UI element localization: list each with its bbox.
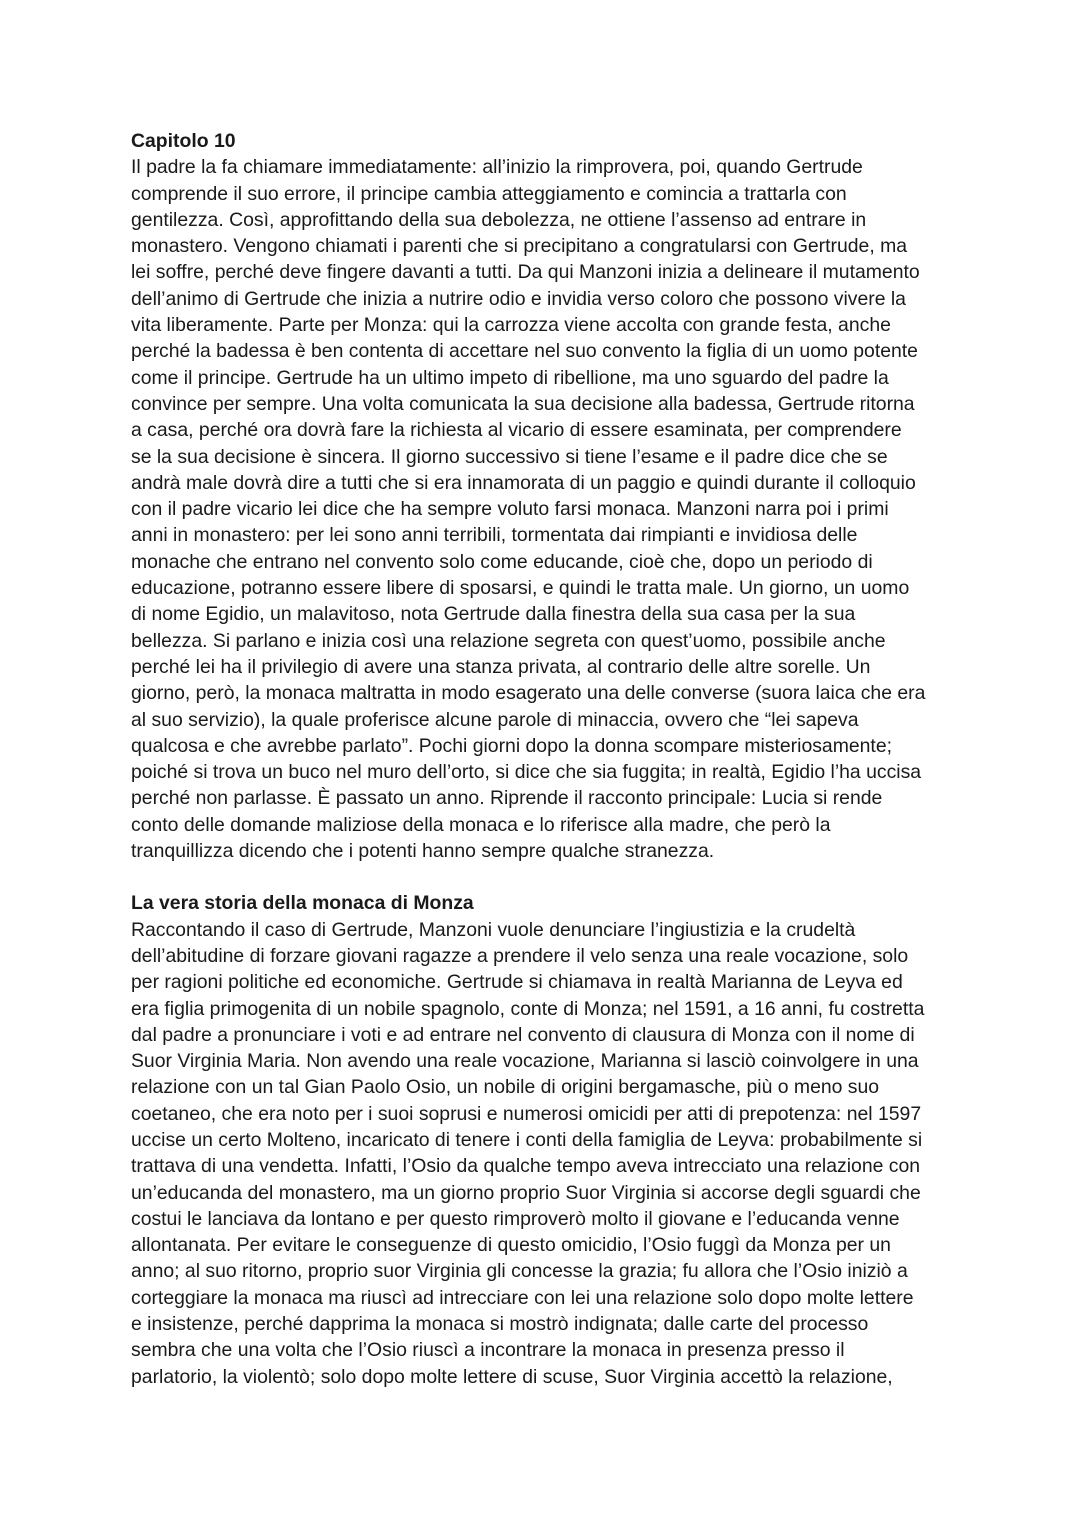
text-line: relazione con un tal Gian Paolo Osio, un nobile di origini bergamasche, più o meno suo — [131, 1076, 880, 1099]
text-line: parlatorio, la violentò; solo dopo molte lettere di scuse, Suor Virginia accettò la relazione, — [131, 1365, 893, 1388]
text-line: Suor Virginia Maria. Non avendo una reale vocazione, Marianna si lasciò coinvolgere in una — [131, 1050, 919, 1073]
text-line: come il principe. Gertrude ha un ultimo impeto di ribellione, ma uno sguardo del padre la — [131, 366, 889, 389]
text-line: perché non parlasse. È passato un anno. Riprende il racconto principale: Lucia si rende — [131, 787, 883, 810]
text-line: monache che entrano nel convento solo come educande, cioè che, dopo un periodo di — [131, 550, 873, 573]
text-line: era figlia primogenita di un nobile spagnolo, conte di Monza; nel 1591, a 16 anni, fu costretta — [131, 997, 925, 1020]
text-line: con il padre vicario lei dice che ha sempre voluto farsi monaca. Manzoni narra poi i primi — [131, 498, 889, 521]
text-line: uccise un certo Molteno, incaricato di tenere i conti della famiglia de Leyva: probabilmente si — [131, 1128, 923, 1151]
text-line: di nome Egidio, un malavitoso, nota Gertrude dalla finestra della sua casa per la sua — [131, 603, 856, 626]
text-line: conto delle domande maliziose della monaca e lo riferisce alla madre, che però la — [131, 813, 831, 836]
text-line: se la sua decisione è sincera. Il giorno successivo si tiene l’esame e il padre dice che se — [131, 445, 888, 468]
text-line: per ragioni politiche ed economiche. Gertrude si chiamava in realtà Marianna de Leyva ed — [131, 971, 903, 994]
section-body — [131, 917, 955, 1390]
text-line: anno; al suo ritorno, proprio suor Virginia gli concesse la grazia; fu allora che l’Osio iniziò a — [131, 1260, 908, 1283]
text-line: gentilezza. Così, approfittando della sua debolezza, ne ottiene l’assenso ad entrare in — [131, 208, 867, 231]
text-line: monastero. Vengono chiamati i parenti che si precipitano a congratularsi con Gertrude, ma — [131, 235, 908, 258]
text-line: anni in monastero: per lei sono anni terribili, tormentata dai rimpianti e invidiosa delle — [131, 524, 858, 547]
text-line: dal padre a pronunciare i voti e ad entrare nel convento di clausura di Monza con il nome di — [131, 1023, 915, 1046]
text-line: tranquillizza dicendo che i potenti hanno sempre qualche stranezza. — [131, 840, 715, 863]
text-line: andrà male dovrà dire a tutti che si era innamorata di un paggio e quindi durante il colloquio — [131, 471, 916, 494]
section-heading: Capitolo 10 — [131, 130, 236, 152]
section-heading: La vera storia della monaca di Monza — [131, 892, 474, 915]
text-line: corteggiare la monaca ma riuscì ad intrecciare con lei una relazione solo dopo molte lettere — [131, 1286, 914, 1309]
text-line: giorno, però, la monaca maltratta in modo esagerato una delle converse (suora laica che era — [131, 682, 926, 705]
text-line: vita liberamente. Parte per Monza: qui la carrozza viene accolta con grande festa, anche — [131, 314, 891, 337]
text-line: Il padre la fa chiamare immediatamente: all’inizio la rimprovera, poi, quando Gertrude — [131, 156, 863, 179]
document-page — [131, 128, 955, 1390]
text-line: dell’abitudine di forzare giovani ragazze a prendere il velo senza una reale vocazione, solo — [131, 944, 909, 967]
text-line: poiché si trova un buco nel muro dell’orto, si dice che sia fuggita; in realtà, Egidio l’ha uccisa — [131, 761, 922, 784]
text-line: e insistenze, perché dapprima la monaca si mostrò indignata; dalle carte del processo — [131, 1313, 869, 1336]
section-capitolo-10 — [131, 128, 955, 864]
section-vera-storia — [131, 890, 955, 1390]
text-line: coetaneo, che era noto per i suoi soprusi e numerosi omicidi per atti di prepotenza: nel 1597 — [131, 1102, 922, 1125]
text-line: bellezza. Si parlano e inizia così una relazione segreta con quest’uomo, possibile anche — [131, 629, 886, 652]
text-line: qualcosa e che avrebbe parlato”. Pochi giorni dopo la donna scompare misteriosamente; — [131, 734, 892, 757]
text-line: al suo servizio), la quale proferisce alcune parole di minaccia, ovvero che “lei sapeva — [131, 708, 859, 731]
text-line: comprende il suo errore, il principe cambia atteggiamento e comincia a trattarla con — [131, 182, 847, 205]
text-line: allontanata. Per evitare le conseguenze di questo omicidio, l’Osio fuggì da Monza per un — [131, 1234, 891, 1257]
text-line: dell’animo di Gertrude che inizia a nutrire odio e invidia verso coloro che possono vivere la — [131, 287, 906, 310]
text-line: perché lei ha il privilegio di avere una stanza privata, al contrario delle altre sorelle. Un — [131, 655, 871, 678]
text-line: costui le lanciava da lontano e per questo rimproverò molto il giovane e l’educanda venne — [131, 1207, 900, 1230]
section-body — [131, 154, 955, 864]
text-line: lei soffre, perché deve fingere davanti a tutti. Da qui Manzoni inizia a delineare il mutamento — [131, 261, 920, 284]
text-line: perché la badessa è ben contenta di accettare nel suo convento la figlia di un uomo potente — [131, 340, 918, 363]
text-line: sembra che una volta che l’Osio riuscì a incontrare la monaca in presenza presso il — [131, 1339, 845, 1362]
text-line: convince per sempre. Una volta comunicata la sua decisione alla badessa, Gertrude ritorna — [131, 392, 915, 415]
text-line: a casa, perché ora dovrà fare la richiesta al vicario di essere esaminata, per comprendere — [131, 419, 902, 442]
text-line: un’educanda del monastero, ma un giorno proprio Suor Virginia si accorse degli sguardi che — [131, 1181, 921, 1204]
text-line: educazione, potranno essere libere di sposarsi, e quindi le tratta male. Un giorno, un uomo — [131, 577, 910, 600]
text-line: Raccontando il caso di Gertrude, Manzoni vuole denunciare l’ingiustizia e la crudeltà — [131, 918, 856, 941]
text-line: trattava di una vendetta. Infatti, l’Osio da qualche tempo aveva intrecciato una relazione con — [131, 1155, 921, 1178]
